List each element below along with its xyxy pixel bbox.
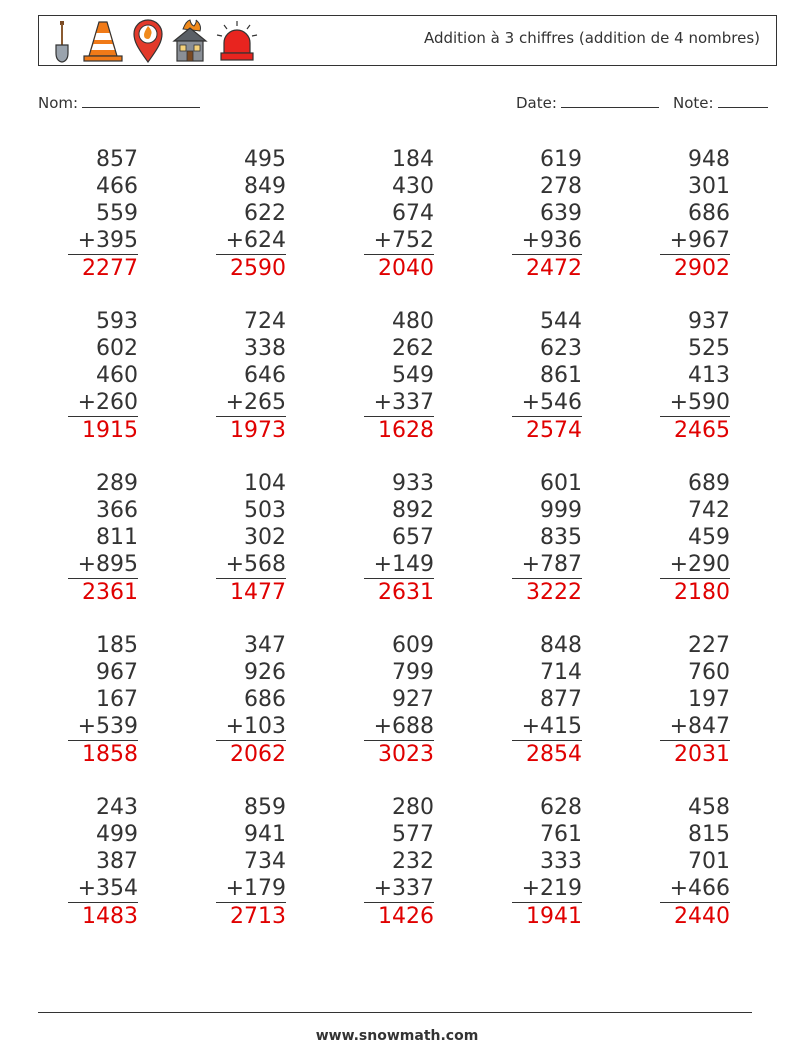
problem-addend: 877 bbox=[540, 687, 582, 712]
addition-problem bbox=[660, 794, 730, 930]
addition-problem bbox=[68, 794, 138, 930]
problem-addend: 104 bbox=[244, 471, 286, 496]
problem-addend: +337 bbox=[364, 389, 434, 417]
problem-addend: 686 bbox=[244, 687, 286, 712]
problem-addend: 459 bbox=[688, 525, 730, 550]
problem-addend: +466 bbox=[660, 875, 730, 903]
problem-addend: 495 bbox=[244, 147, 286, 172]
problem-addend: 197 bbox=[688, 687, 730, 712]
problem-addend: +847 bbox=[660, 713, 730, 741]
addition-problem bbox=[660, 470, 730, 606]
addition-problem bbox=[660, 632, 730, 768]
problem-addend: 622 bbox=[244, 201, 286, 226]
problem-addend: +624 bbox=[216, 227, 286, 255]
addition-problem bbox=[512, 794, 582, 930]
problem-addend: 387 bbox=[96, 849, 138, 874]
problem-addend: +149 bbox=[364, 551, 434, 579]
problem-addend: 623 bbox=[540, 336, 582, 361]
problem-addend: +539 bbox=[68, 713, 138, 741]
addition-problem bbox=[512, 146, 582, 282]
problem-addend: 927 bbox=[392, 687, 434, 712]
problem-addend: 937 bbox=[688, 309, 730, 334]
problem-addend: 628 bbox=[540, 795, 582, 820]
problem-answer: 2574 bbox=[526, 418, 582, 443]
problem-addend: +967 bbox=[660, 227, 730, 255]
problem-addend: +265 bbox=[216, 389, 286, 417]
addition-problem bbox=[512, 308, 582, 444]
problem-addend: +895 bbox=[68, 551, 138, 579]
problem-answer: 2440 bbox=[674, 904, 730, 929]
problem-addend: 525 bbox=[688, 336, 730, 361]
addition-problem bbox=[512, 470, 582, 606]
problem-addend: 811 bbox=[96, 525, 138, 550]
problem-answer: 1973 bbox=[230, 418, 286, 443]
problem-addend: +219 bbox=[512, 875, 582, 903]
burning-house-icon bbox=[171, 19, 209, 63]
problem-answer: 2854 bbox=[526, 742, 582, 767]
fire-location-pin-icon bbox=[131, 19, 165, 63]
addition-problem bbox=[364, 470, 434, 606]
footer-divider bbox=[38, 1012, 752, 1013]
addition-problem bbox=[660, 146, 730, 282]
problem-addend: 926 bbox=[244, 660, 286, 685]
problem-addend: 602 bbox=[96, 336, 138, 361]
problem-addend: 619 bbox=[540, 147, 582, 172]
grade-blank-line[interactable] bbox=[718, 93, 768, 108]
addition-problem bbox=[68, 470, 138, 606]
problem-addend: 430 bbox=[392, 174, 434, 199]
problem-answer: 2180 bbox=[674, 580, 730, 605]
problem-addend: 892 bbox=[392, 498, 434, 523]
problem-addend: 185 bbox=[96, 633, 138, 658]
addition-problem bbox=[364, 146, 434, 282]
problem-addend: +354 bbox=[68, 875, 138, 903]
problem-addend: 302 bbox=[244, 525, 286, 550]
problem-addend: 799 bbox=[392, 660, 434, 685]
problem-addend: 601 bbox=[540, 471, 582, 496]
problem-addend: 278 bbox=[540, 174, 582, 199]
problem-addend: +546 bbox=[512, 389, 582, 417]
problem-addend: 815 bbox=[688, 822, 730, 847]
shovel-icon bbox=[49, 19, 75, 63]
problem-answer: 2631 bbox=[378, 580, 434, 605]
problem-addend: 503 bbox=[244, 498, 286, 523]
problem-addend: 835 bbox=[540, 525, 582, 550]
addition-problem bbox=[68, 308, 138, 444]
problem-answer: 2465 bbox=[674, 418, 730, 443]
problem-addend: 686 bbox=[688, 201, 730, 226]
addition-problem bbox=[364, 308, 434, 444]
addition-problem bbox=[216, 632, 286, 768]
problem-addend: 499 bbox=[96, 822, 138, 847]
problem-addend: +752 bbox=[364, 227, 434, 255]
problem-addend: +590 bbox=[660, 389, 730, 417]
problem-addend: 458 bbox=[688, 795, 730, 820]
problem-addend: +787 bbox=[512, 551, 582, 579]
addition-problem bbox=[364, 794, 434, 930]
problem-addend: 933 bbox=[392, 471, 434, 496]
problem-addend: 967 bbox=[96, 660, 138, 685]
grade-label: Note: bbox=[673, 94, 714, 112]
problem-addend: 724 bbox=[244, 309, 286, 334]
problem-addend: +290 bbox=[660, 551, 730, 579]
name-field bbox=[38, 93, 200, 112]
addition-problem bbox=[364, 632, 434, 768]
problem-addend: +936 bbox=[512, 227, 582, 255]
addition-problem bbox=[660, 308, 730, 444]
problem-addend: 167 bbox=[96, 687, 138, 712]
problem-addend: 466 bbox=[96, 174, 138, 199]
date-blank-line[interactable] bbox=[561, 93, 659, 108]
addition-problem bbox=[216, 146, 286, 282]
problem-answer: 3023 bbox=[378, 742, 434, 767]
date-field bbox=[516, 93, 659, 112]
problem-addend: 289 bbox=[96, 471, 138, 496]
problem-answer: 1477 bbox=[230, 580, 286, 605]
problem-addend: 184 bbox=[392, 147, 434, 172]
problem-addend: 859 bbox=[244, 795, 286, 820]
problem-addend: 232 bbox=[392, 849, 434, 874]
problem-addend: 857 bbox=[96, 147, 138, 172]
problem-addend: +179 bbox=[216, 875, 286, 903]
problem-addend: 549 bbox=[392, 363, 434, 388]
problem-answer: 2062 bbox=[230, 742, 286, 767]
name-label: Nom: bbox=[38, 94, 79, 112]
problem-addend: 674 bbox=[392, 201, 434, 226]
problem-answer: 2590 bbox=[230, 256, 286, 281]
footer-site: www.snowmath.com bbox=[315, 1028, 479, 1044]
header-icons bbox=[49, 19, 259, 63]
problem-addend: +395 bbox=[68, 227, 138, 255]
addition-problem bbox=[216, 308, 286, 444]
problem-addend: 577 bbox=[392, 822, 434, 847]
addition-problem bbox=[512, 632, 582, 768]
problem-addend: 849 bbox=[244, 174, 286, 199]
problem-answer: 2031 bbox=[674, 742, 730, 767]
date-label: Date: bbox=[516, 94, 557, 112]
problem-addend: +103 bbox=[216, 713, 286, 741]
problem-answer: 1858 bbox=[82, 742, 138, 767]
problem-addend: 701 bbox=[688, 849, 730, 874]
problem-addend: 460 bbox=[96, 363, 138, 388]
problem-answer: 3222 bbox=[526, 580, 582, 605]
name-blank-line[interactable] bbox=[82, 93, 200, 108]
problem-addend: 480 bbox=[392, 309, 434, 334]
problem-addend: 333 bbox=[540, 849, 582, 874]
problem-addend: +568 bbox=[216, 551, 286, 579]
problem-addend: 609 bbox=[392, 633, 434, 658]
problem-answer: 1483 bbox=[82, 904, 138, 929]
header-box bbox=[38, 15, 777, 66]
problem-answer: 2472 bbox=[526, 256, 582, 281]
traffic-cone-icon bbox=[81, 19, 125, 63]
problem-addend: 262 bbox=[392, 336, 434, 361]
addition-problem bbox=[68, 632, 138, 768]
problem-answer: 1628 bbox=[378, 418, 434, 443]
problem-addend: 848 bbox=[540, 633, 582, 658]
problem-addend: 413 bbox=[688, 363, 730, 388]
problem-answer: 1941 bbox=[526, 904, 582, 929]
problem-addend: 760 bbox=[688, 660, 730, 685]
problem-addend: +415 bbox=[512, 713, 582, 741]
problem-addend: 657 bbox=[392, 525, 434, 550]
problem-addend: 280 bbox=[392, 795, 434, 820]
page-title: Addition à 3 chiffres (addition de 4 nombres) bbox=[423, 29, 760, 47]
problem-addend: 861 bbox=[540, 363, 582, 388]
problem-addend: 689 bbox=[688, 471, 730, 496]
problem-addend: 742 bbox=[688, 498, 730, 523]
problem-addend: 347 bbox=[244, 633, 286, 658]
problem-addend: 948 bbox=[688, 147, 730, 172]
problem-addend: 243 bbox=[96, 795, 138, 820]
problem-answer: 2713 bbox=[230, 904, 286, 929]
problem-answer: 1915 bbox=[82, 418, 138, 443]
siren-icon bbox=[215, 19, 259, 63]
problem-answer: 2902 bbox=[674, 256, 730, 281]
problem-addend: 559 bbox=[96, 201, 138, 226]
problem-addend: 593 bbox=[96, 309, 138, 334]
problem-addend: 301 bbox=[688, 174, 730, 199]
problem-addend: 941 bbox=[244, 822, 286, 847]
problem-addend: 366 bbox=[96, 498, 138, 523]
problem-answer: 2361 bbox=[82, 580, 138, 605]
problem-addend: 999 bbox=[540, 498, 582, 523]
grade-field bbox=[673, 93, 768, 112]
addition-problem bbox=[68, 146, 138, 282]
problem-addend: 761 bbox=[540, 822, 582, 847]
problem-addend: 639 bbox=[540, 201, 582, 226]
addition-problem bbox=[216, 794, 286, 930]
problem-addend: 714 bbox=[540, 660, 582, 685]
problem-addend: 734 bbox=[244, 849, 286, 874]
problem-addend: +688 bbox=[364, 713, 434, 741]
problem-answer: 2277 bbox=[82, 256, 138, 281]
problem-addend: +337 bbox=[364, 875, 434, 903]
problem-addend: 544 bbox=[540, 309, 582, 334]
problem-addend: +260 bbox=[68, 389, 138, 417]
problem-addend: 338 bbox=[244, 336, 286, 361]
problem-answer: 2040 bbox=[378, 256, 434, 281]
problem-addend: 646 bbox=[244, 363, 286, 388]
problem-answer: 1426 bbox=[378, 904, 434, 929]
problem-addend: 227 bbox=[688, 633, 730, 658]
addition-problem bbox=[216, 470, 286, 606]
